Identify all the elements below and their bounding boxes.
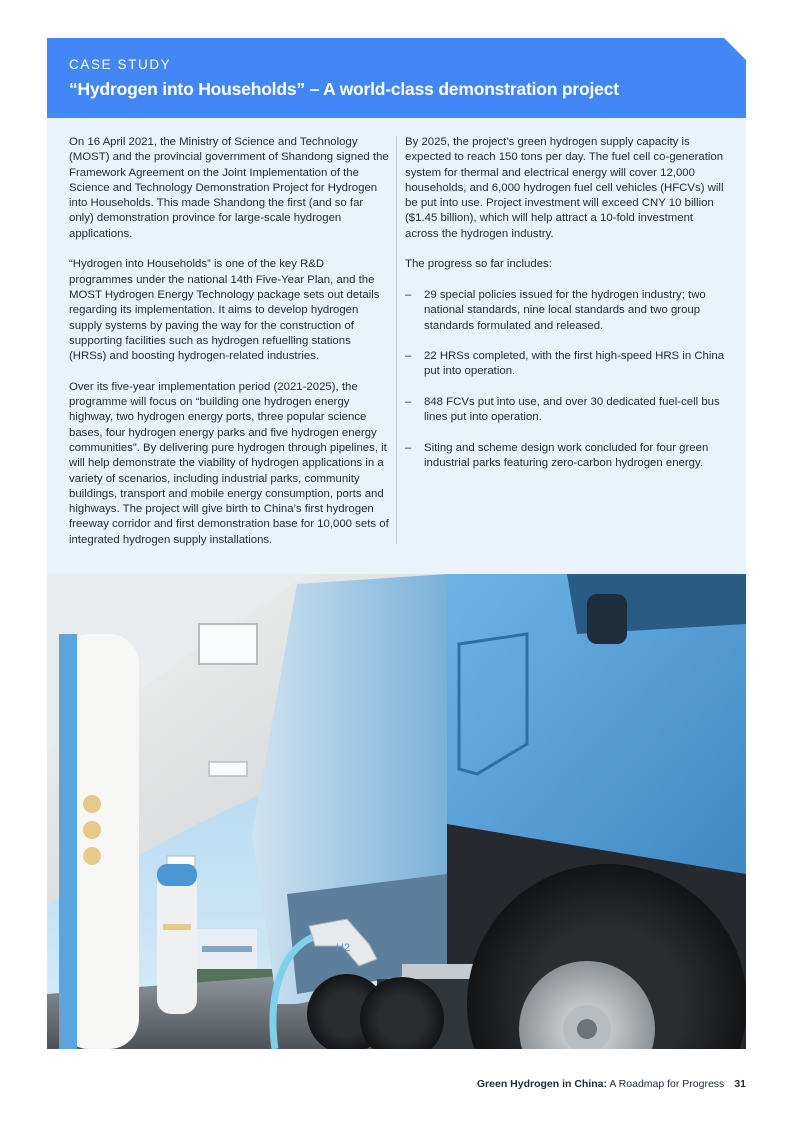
bullet-text: 22 HRSs completed, with the first high-speed HRS in China put into operation. bbox=[424, 350, 725, 378]
paragraph: The progress so far includes: bbox=[405, 258, 552, 271]
nozzle-h2-label: H2 bbox=[336, 942, 351, 954]
case-study-body bbox=[47, 118, 746, 574]
case-study-title: “Hydrogen into Households” – A world-class demonstration project bbox=[69, 79, 619, 99]
column-divider bbox=[396, 136, 397, 544]
header-corner-cut bbox=[724, 38, 746, 60]
paragraph: “Hydrogen into Households” is one of the key R&D programmes under the national 14th Five-Year Plan, and the MOST Hydrogen Energy Technology package sets out details regarding its implementation. It aims to develop hydrogen supply systems by paving the way for the construction of supporting facilities such as hydrogen refuelling stations (HRSs) and boosting hydrogen-related industries. bbox=[69, 258, 380, 363]
case-study-header bbox=[47, 38, 746, 118]
paragraph: On 16 April 2021, the Ministry of Science and Technology (MOST) and the provincial government of Shandong signed the Framework Agreement on the Joint Implementation of the Science and Technology Demonstration Project for Hydrogen into Households. This made Shandong the first (and so far only) demonstration province for large-scale hydrogen applications. bbox=[69, 136, 389, 240]
right-column bbox=[405, 135, 725, 487]
hydrogen-truck-refuelling-photo bbox=[47, 574, 746, 1049]
paragraph: By 2025, the project’s green hydrogen supply capacity is expected to reach 150 tons per day. The fuel cell co-generation system for thermal and electrical energy will cover 12,000 households, and 6,000 hydrogen fuel cell vehicles (HFCVs) will be put into use. Project investment will exceed CNY 10 billion ($1.45 billion), which will help attract a 10-fold investment across the hydrogen industry. bbox=[405, 136, 724, 240]
list-item bbox=[405, 395, 725, 426]
page-footer bbox=[477, 1078, 746, 1090]
publication-subtitle: A Roadmap for Progress bbox=[607, 1078, 725, 1090]
list-item bbox=[405, 288, 725, 334]
bullet-dash: – bbox=[405, 350, 412, 363]
bullet-text: 29 special policies issued for the hydrogen industry; two national standards, nine local standards and two group standards formulated and released. bbox=[424, 288, 706, 332]
publication-title: Green Hydrogen in China: bbox=[476, 1078, 607, 1090]
bullet-text: Siting and scheme design work concluded for four green industrial parks featuring zero-carbon hydrogen energy. bbox=[424, 441, 709, 470]
case-study-label: CASE STUDY bbox=[69, 57, 172, 72]
left-column bbox=[69, 135, 391, 563]
bullet-text: 848 FCVs put into use, and over 30 dedicated fuel-cell bus lines put into operation. bbox=[424, 396, 720, 424]
list-item bbox=[405, 441, 725, 472]
bullet-dash: – bbox=[405, 288, 412, 301]
paragraph: Over its five-year implementation period (2021-2025), the programme will focus on “building one hydrogen energy highway, two hydrogen energy ports, three popular science bases, four hydrogen energy parks and five hydrogen energy communities”. By delivering pure hydrogen through pipelines, it will help demonstrate the viability of hydrogen applications in a variety of scenarios, including industrial parks, community buildings, transport and mobile energy consumption, ports and highways. The project will give birth to China’s first hydrogen freeway corridor and first demonstration base for 10,000 sets of integrated hydrogen supply installations. bbox=[69, 380, 389, 546]
list-item bbox=[405, 349, 725, 380]
page-number: 31 bbox=[734, 1078, 746, 1090]
bullet-dash: – bbox=[405, 396, 412, 409]
bullet-dash: – bbox=[405, 441, 412, 454]
